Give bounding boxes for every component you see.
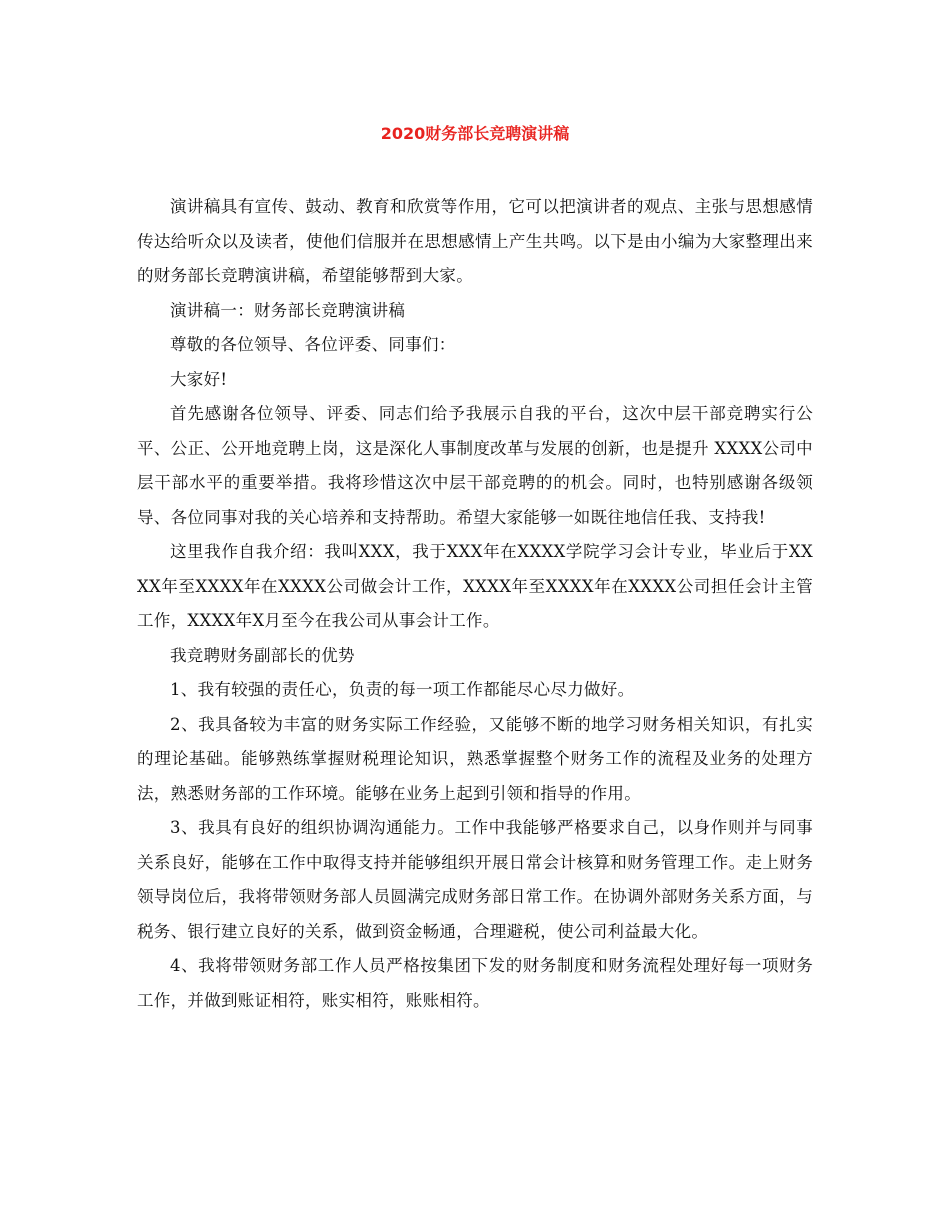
paragraph-greeting: 大家好! <box>170 369 228 389</box>
paragraph-speech-heading: 演讲稿一：财务部长竞聘演讲稿 <box>170 300 406 320</box>
document-title: 2020财务部长竞聘演讲稿 <box>380 124 570 143</box>
paragraph-salutation: 尊敬的各位领导、各位评委、同事们： <box>170 335 456 354</box>
paragraph-point-1: 1、我有较强的责任心，负责的每一项工作都能尽心尽力做好。 <box>170 680 635 699</box>
document-body <box>137 190 813 1018</box>
paragraph-intro: 演讲稿具有宣传、鼓动、教育和欣赏等作用，它可以把演讲者的观点、主张与思想感情传达给听众以及读者，使他们信服并在思想感情上产生共鸣。以下是由小编为大家整理出来的财务部长竞聘演讲稿，希望能够帮到大家。 <box>137 197 813 285</box>
paragraph-advantages-heading: 我竞聘财务副部长的优势 <box>170 645 355 665</box>
paragraph-self-intro: 这里我作自我介绍：我叫XXX，我于XXX年在XXXX学院学习会计专业，毕业后于XXXX年至XXXX年在XXXX公司做会计工作，XXXX年至XXXX年在XXXX公司担任会计主管工作，XXXX年X月至今在我公司从事会计工作。 <box>137 542 813 630</box>
paragraph-point-4: 4、我将带领财务部工作人员严格按集团下发的财务制度和财务流程处理好每一项财务工作，并做到账证相符，账实相符，账账相符。 <box>137 956 813 1010</box>
paragraph-point-2: 2、我具备较为丰富的财务实际工作经验，又能够不断的地学习财务相关知识，有扎实的理论基础。能够熟练掌握财税理论知识，熟悉掌握整个财务工作的流程及业务的处理方法，熟悉财务部的工作环境。能够在业务上起到引领和指导的作用。 <box>137 714 813 803</box>
paragraph-thanks: 首先感谢各位领导、评委、同志们给予我展示自我的平台，这次中层干部竞聘实行公平、公正、公开地竞聘上岗，这是深化人事制度改革与发展的创新，也是提升 XXXX公司中层干部水平的重要举措。我将珍惜这次中层干部竞聘的的机会。同时，也特别感谢各级领导、各位同事对我的关心培养和支持帮助。希望大家能够一如既往地信任我、支持我! <box>137 404 813 527</box>
paragraph-point-3: 3、我具有良好的组织协调沟通能力。工作中我能够严格要求自己，以身作则并与同事关系良好，能够在工作中取得支持并能够组织开展日常会计核算和财务管理工作。走上财务领导岗位后，我将带领财务部人员圆满完成财务部日常工作。在协调外部财务关系方面，与税务、银行建立良好的关系，做到资金畅通，合理避税，使公司利益最大化。 <box>137 818 813 941</box>
